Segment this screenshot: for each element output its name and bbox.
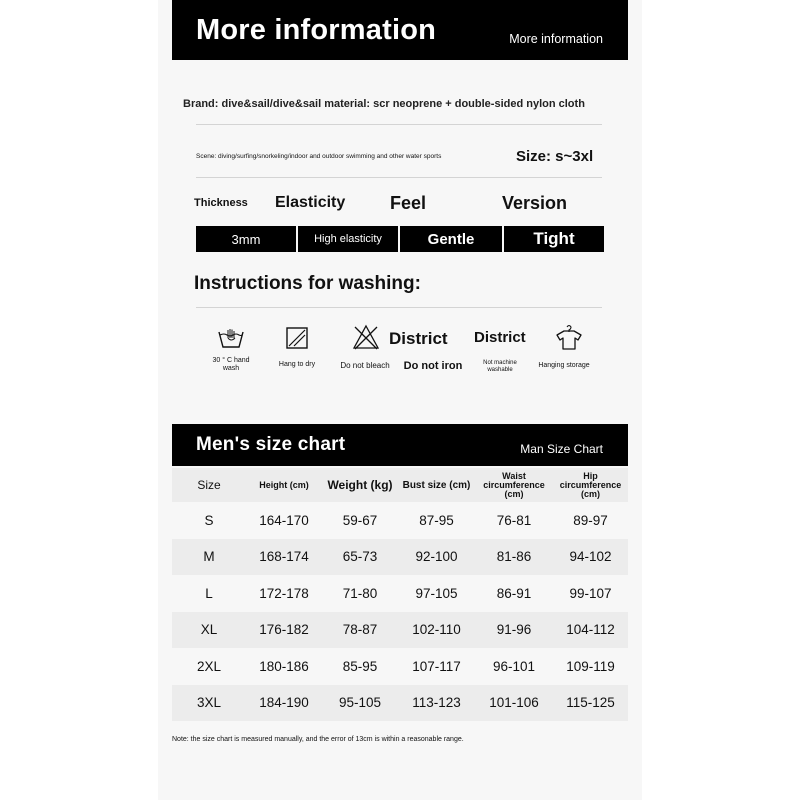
size-table <box>172 468 628 721</box>
hang-dry-label: Hang to dry <box>278 361 316 368</box>
size-range: Size: s~3xl <box>516 148 594 165</box>
bust-cell: 92-100 <box>398 539 475 576</box>
hanging-storage-label: Hanging storage <box>538 362 590 369</box>
header-size: Size <box>172 468 246 502</box>
waist-cell: 96-101 <box>492 658 536 674</box>
height-cell: 168-174 <box>246 539 322 576</box>
no-machine-wash-label: Not machine washable <box>483 360 517 373</box>
size-table-header <box>172 468 628 502</box>
size-cell: L <box>205 585 213 601</box>
table-row <box>172 612 628 649</box>
size-cell: 2XL <box>196 658 222 674</box>
header-weight: Weight (kg) <box>322 468 398 502</box>
divider <box>196 177 602 178</box>
size-cell: M <box>172 539 246 576</box>
waist-cell: 86-91 <box>496 585 532 601</box>
header-bust: Bust size (cm) <box>398 468 475 502</box>
weight-cell: 85-95 <box>342 658 378 674</box>
hip-cell: 115-125 <box>553 685 628 722</box>
height-cell: 164-170 <box>259 512 309 528</box>
info-subtitle: More information <box>509 32 603 46</box>
attr-value-version: Tight <box>504 226 604 252</box>
header-waist: Waist circumference (cm) <box>475 468 553 502</box>
bust-cell: 87-95 <box>419 512 454 528</box>
no-iron-label: Do not iron <box>403 360 463 372</box>
divider <box>196 307 602 308</box>
attr-label-elasticity: Elasticity <box>275 194 346 211</box>
bust-cell: 113-123 <box>398 685 475 722</box>
bust-cell: 97-105 <box>415 585 458 601</box>
table-row <box>172 502 628 539</box>
size-cell: 3XL <box>172 685 246 722</box>
attr-value-feel: Gentle <box>400 226 502 252</box>
no-bleach-icon <box>352 324 380 350</box>
table-row <box>172 648 628 685</box>
scene-text: Scene: diving/surfing/snorkeling/indoor and outdoor swimming and other water sports <box>196 153 442 160</box>
hand-wash-label: 30 ° C hand wash <box>212 357 250 372</box>
district-heading: District <box>389 329 448 348</box>
attr-label-version: Version <box>502 193 568 213</box>
height-cell: 176-182 <box>246 612 322 649</box>
table-row <box>172 685 628 722</box>
brand-line: Brand: dive&sail/dive&sail material: scr neoprene + double-sided nylon cloth <box>183 98 585 110</box>
attr-value-thickness: 3mm <box>196 226 296 252</box>
info-title: More information <box>196 14 437 46</box>
hip-cell: 104-112 <box>553 612 628 649</box>
divider <box>196 124 602 125</box>
no-bleach-label: Do not bleach <box>340 361 390 370</box>
hand-wash-icon <box>217 326 245 350</box>
size-note: Note: the size chart is measured manually, and the error of 13cm is within a reasonable range. <box>172 736 464 743</box>
attr-label-thickness: Thickness <box>194 197 248 209</box>
table-row <box>172 539 628 576</box>
attr-label-feel: Feel <box>390 193 427 213</box>
hang-dry-icon <box>285 326 309 350</box>
hip-cell: 99-107 <box>569 585 612 601</box>
height-cell: 180-186 <box>259 658 309 674</box>
weight-cell: 78-87 <box>322 612 398 649</box>
waist-cell: 91-96 <box>475 612 553 649</box>
bust-cell: 102-110 <box>398 612 475 649</box>
size-chart-banner <box>172 424 628 466</box>
weight-cell: 59-67 <box>342 512 378 528</box>
weight-cell: 95-105 <box>322 685 398 722</box>
size-chart-subtitle: Man Size Chart <box>520 442 603 456</box>
info-banner <box>172 0 628 60</box>
hip-cell: 89-97 <box>573 512 608 528</box>
table-row <box>172 575 628 612</box>
waist-cell: 101-106 <box>475 685 553 722</box>
size-cell: S <box>204 512 214 528</box>
waist-cell: 76-81 <box>496 512 532 528</box>
size-cell: XL <box>172 612 246 649</box>
weight-cell: 71-80 <box>342 585 378 601</box>
hip-cell: 109-119 <box>566 658 615 674</box>
header-height: Height (cm) <box>246 468 322 502</box>
district-heading: District <box>474 329 526 346</box>
size-chart-title: Men's size chart <box>196 434 346 455</box>
hip-cell: 94-102 <box>553 539 628 576</box>
header-hip: Hip circumference (cm) <box>553 468 628 502</box>
attr-value-elasticity: High elasticity <box>298 226 398 252</box>
bust-cell: 107-117 <box>412 658 461 674</box>
weight-cell: 65-73 <box>322 539 398 576</box>
height-cell: 172-178 <box>259 585 309 601</box>
waist-cell: 81-86 <box>475 539 553 576</box>
hanging-storage-icon <box>555 323 583 351</box>
height-cell: 184-190 <box>246 685 322 722</box>
washing-title: Instructions for washing: <box>194 273 421 294</box>
